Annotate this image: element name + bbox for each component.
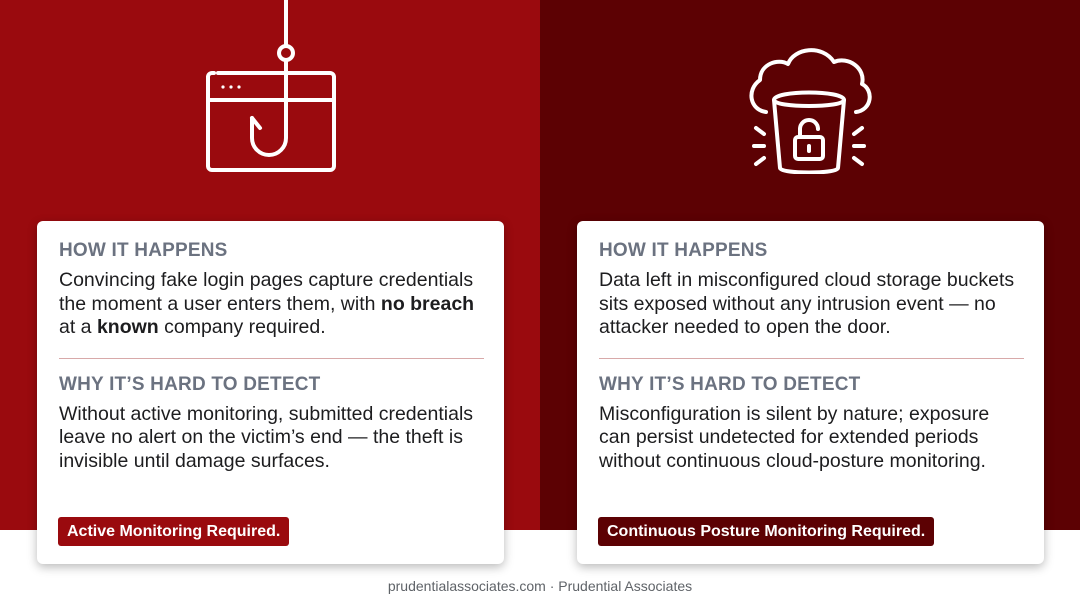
phishing-hook-browser-icon — [200, 0, 340, 178]
why-hard-to-detect-heading: WHY IT’S HARD TO DETECT — [599, 373, 861, 395]
how-it-happens-heading: HOW IT HAPPENS — [59, 240, 228, 261]
section-divider — [599, 358, 1024, 359]
section-divider — [59, 358, 484, 359]
requirement-badge: Active Monitoring Required. — [58, 517, 289, 546]
how-it-happens-text: Data left in misconfigured cloud storage buckets sits exposed without any intrusion event — no attacker needed to open the door. — [599, 269, 1015, 338]
why-hard-to-detect-text: Misconfiguration is silent by nature; exposure can persist undetected for extended periods without continuous cloud-posture monitoring. — [599, 402, 990, 472]
footer-attribution: prudentialassociates.com · Prudential Associates — [387, 578, 693, 594]
how-it-happens-text: Convincing fake login pages capture credentials the moment a user enters them, with no breach at a known company required. — [59, 269, 475, 338]
cloud-bucket-unlock-icon — [744, 42, 874, 174]
requirement-badge: Continuous Posture Monitoring Required. — [598, 517, 934, 546]
why-hard-to-detect-text: Without active monitoring, submitted credentials leave no alert on the victim’s end — the theft is invisible until damage surfaces. — [59, 402, 474, 472]
cloud-misconfiguration-info-card — [577, 221, 1044, 564]
bold-no-breach: no breach — [380, 292, 475, 315]
phishing-info-card — [37, 221, 504, 564]
how-it-happens-heading: HOW IT HAPPENS — [599, 240, 768, 261]
why-hard-to-detect-heading: WHY IT’S HARD TO DETECT — [59, 373, 321, 395]
bold-known: known — [96, 316, 159, 338]
